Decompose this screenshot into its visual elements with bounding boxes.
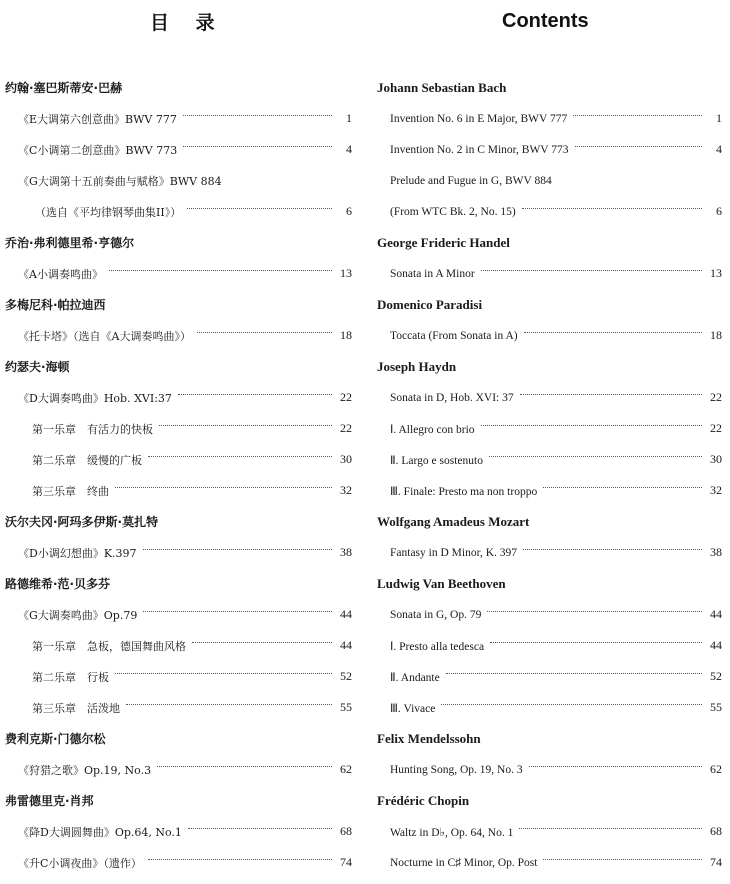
toc-entry[interactable] (0, 816, 352, 847)
page-number: 18 (710, 328, 722, 342)
toc-entry-title: 《升C小调夜曲》（遗作） (18, 856, 142, 870)
page-number: 30 (340, 452, 352, 466)
dot-leader (109, 270, 332, 271)
page-number: 22 (340, 390, 352, 404)
toc-composer-heading (374, 351, 722, 382)
dot-leader (487, 611, 702, 612)
toc-composer-heading (374, 227, 722, 258)
toc-entry-title: 《D大调奏鸣曲》Hob. XVI:37 (18, 391, 172, 405)
page-number: 68 (710, 824, 722, 838)
composer-name: 费利克斯·门德尔松 (5, 732, 106, 746)
page-number: 44 (710, 607, 722, 621)
toc-entry[interactable] (0, 320, 352, 351)
page-number: 74 (710, 855, 722, 869)
toc-entry-title: Invention No. 6 in E Major, BWV 777 (390, 112, 568, 125)
toc-entry-title: 《D小调幻想曲》K.397 (18, 546, 137, 560)
toc-entry[interactable] (0, 630, 352, 661)
composer-name: 乔治·弗利德里希·亨德尔 (5, 236, 135, 250)
toc-entry[interactable] (0, 444, 352, 475)
toc-entry-title: Ⅱ. Andante (390, 671, 440, 684)
toc-entry[interactable] (0, 413, 352, 444)
dot-leader (543, 859, 702, 860)
page-number: 44 (340, 638, 352, 652)
dot-leader (192, 642, 332, 643)
toc-entry[interactable] (0, 196, 352, 227)
toc-entry[interactable] (0, 692, 352, 723)
toc-entry[interactable] (0, 661, 352, 692)
dot-leader (148, 859, 332, 860)
page-number: 18 (340, 328, 352, 342)
toc-entry[interactable] (374, 413, 722, 444)
toc-entry[interactable] (0, 134, 352, 165)
page-number: 22 (710, 390, 722, 404)
page-number: 68 (340, 824, 352, 838)
toc-entry[interactable] (374, 258, 722, 289)
dot-leader (543, 487, 702, 488)
dot-leader (197, 332, 332, 333)
page-number: 22 (710, 421, 722, 435)
toc-entry-title: 《狩猎之歌》Op.19, No.3 (18, 763, 152, 777)
page-title-english: Contents (502, 10, 589, 32)
toc-entry-title: 《托卡塔》（选自《A大调奏鸣曲》） (18, 329, 191, 343)
dot-leader (524, 332, 702, 333)
composer-name: Johann Sebastian Bach (377, 79, 507, 95)
toc-entry-title: （选自《平均律钢琴曲集II》） (35, 205, 182, 219)
toc-entry-title: 第二乐章 缓慢的广板 (32, 453, 142, 467)
composer-name: 弗雷德里克·肖邦 (5, 794, 94, 808)
toc-entry-title: 《G大调第十五前奏曲与赋格》BWV 884 (18, 174, 222, 188)
page-number: 32 (710, 483, 722, 497)
page-number: 52 (710, 669, 722, 683)
toc-entry[interactable] (374, 692, 722, 723)
dot-leader (573, 115, 702, 116)
toc-composer-heading (0, 568, 352, 599)
dot-leader (157, 766, 332, 767)
toc-composer-heading (0, 785, 352, 816)
page-number: 32 (340, 483, 352, 497)
toc-entry[interactable] (374, 475, 722, 506)
composer-name: Joseph Haydn (377, 358, 457, 374)
composer-name: 路德维希·范·贝多芬 (5, 577, 111, 591)
toc-entry-title: 第二乐章 行板 (32, 670, 109, 684)
toc-entry-title: (From WTC Bk. 2, No. 15) (390, 205, 516, 218)
toc-composer-heading (374, 289, 722, 320)
toc-entry[interactable] (374, 630, 722, 661)
dot-leader (126, 704, 332, 705)
toc-entry-title: Sonata in A Minor (390, 267, 475, 280)
toc-entry-title: 第一乐章 有活力的快板 (32, 422, 153, 436)
page-number: 62 (710, 762, 722, 776)
toc-composer-heading (374, 72, 722, 103)
toc-entry-title: Ⅲ. Finale: Presto ma non troppo (390, 485, 538, 498)
composer-name: 沃尔夫冈·阿玛多伊斯·莫扎特 (5, 515, 159, 529)
dot-leader (481, 425, 702, 426)
composer-name: Frédéric Chopin (377, 792, 470, 808)
dot-leader (523, 549, 702, 550)
page-number: 4 (346, 142, 352, 156)
toc-entry-title: 第一乐章 急板，德国舞曲风格 (32, 639, 186, 653)
page-number: 4 (716, 142, 722, 156)
toc-entry[interactable] (374, 537, 722, 568)
dot-leader (187, 208, 332, 209)
toc-entry[interactable] (374, 816, 722, 847)
toc-list-english (374, 72, 722, 878)
toc-entry-title: Nocturne in C♯ Minor, Op. Post (390, 856, 538, 869)
page-number: 62 (340, 762, 352, 776)
composer-name: George Frideric Handel (377, 234, 510, 250)
toc-entry[interactable] (0, 382, 352, 413)
dot-leader (183, 146, 332, 147)
toc-composer-heading (374, 723, 722, 754)
dot-leader (490, 642, 702, 643)
toc-composer-heading (0, 289, 352, 320)
toc-entry[interactable] (0, 537, 352, 568)
page-number: 52 (340, 669, 352, 683)
dot-leader (519, 828, 702, 829)
page-number: 38 (710, 545, 722, 559)
page-number: 44 (340, 607, 352, 621)
dot-leader (575, 146, 702, 147)
toc-entry[interactable] (374, 320, 722, 351)
page-number: 74 (340, 855, 352, 869)
toc-composer-heading (0, 351, 352, 382)
toc-entry-title: Toccata (From Sonata in A) (390, 329, 518, 342)
page-number: 55 (710, 700, 722, 714)
dot-leader (159, 425, 332, 426)
toc-entry-title: Ⅱ. Largo e sostenuto (390, 454, 483, 467)
toc-entry-title: 《C小调第二创意曲》BWV 773 (18, 143, 178, 157)
dot-leader (148, 456, 332, 457)
toc-entry[interactable] (374, 134, 722, 165)
toc-entry[interactable] (374, 103, 722, 134)
composer-name: 多梅尼科·帕拉迪西 (5, 298, 106, 312)
toc-entry[interactable] (0, 165, 352, 196)
composer-name: Felix Mendelssohn (377, 730, 481, 746)
toc-entry-title: Fantasy in D Minor, K. 397 (390, 546, 517, 559)
toc-entry-title: 《A小调奏鸣曲》 (18, 267, 103, 281)
dot-leader (188, 828, 332, 829)
toc-entry[interactable] (374, 382, 722, 413)
toc-entry-title: 第三乐章 终曲 (32, 484, 109, 498)
dot-leader (489, 456, 702, 457)
page-number: 22 (340, 421, 352, 435)
toc-entry[interactable] (0, 475, 352, 506)
toc-entry-title: Ⅰ. Allegro con brio (390, 423, 475, 436)
toc-entry[interactable] (374, 196, 722, 227)
composer-name: 约瑟夫·海顿 (5, 360, 70, 374)
page-number: 1 (716, 111, 722, 125)
toc-entry[interactable] (374, 661, 722, 692)
toc-entry-title: Sonata in G, Op. 79 (390, 608, 482, 621)
dot-leader (183, 115, 332, 116)
toc-entry[interactable] (0, 103, 352, 134)
toc-composer-heading (0, 72, 352, 103)
toc-entry-title: 《E大调第六创意曲》BWV 777 (18, 112, 177, 126)
page-number: 13 (710, 266, 722, 280)
toc-entry-title: Prelude and Fugue in G, BWV 884 (390, 174, 552, 187)
toc-entry-title: Hunting Song, Op. 19, No. 3 (390, 763, 523, 776)
toc-entry-title: Ⅰ. Presto alla tedesca (390, 640, 485, 653)
toc-composer-heading (0, 227, 352, 258)
toc-entry[interactable] (374, 165, 722, 196)
toc-composer-heading (0, 506, 352, 537)
toc-composer-heading (0, 723, 352, 754)
dot-leader (529, 766, 702, 767)
page-number: 1 (346, 111, 352, 125)
toc-entry[interactable] (374, 599, 722, 630)
dot-leader (522, 208, 702, 209)
toc-entry-title: 《G大调奏鸣曲》Op.79 (18, 608, 138, 622)
toc-entry[interactable] (0, 754, 352, 785)
toc-entry[interactable] (374, 847, 722, 878)
dot-leader (178, 394, 332, 395)
toc-composer-heading (374, 568, 722, 599)
toc-entry[interactable] (0, 599, 352, 630)
page-number: 6 (346, 204, 352, 218)
page-number: 13 (340, 266, 352, 280)
dot-leader (143, 611, 332, 612)
composer-name: Wolfgang Amadeus Mozart (377, 513, 530, 529)
page-number: 30 (710, 452, 722, 466)
dot-leader (115, 487, 332, 488)
page-number: 6 (716, 204, 722, 218)
toc-composer-heading (374, 506, 722, 537)
page-number: 38 (340, 545, 352, 559)
toc-entry[interactable] (0, 258, 352, 289)
toc-list-chinese (0, 72, 352, 878)
dot-leader (446, 673, 702, 674)
toc-entry[interactable] (374, 754, 722, 785)
toc-composer-heading (374, 785, 722, 816)
dot-leader (441, 704, 702, 705)
toc-entry-title: Waltz in D♭, Op. 64, No. 1 (390, 826, 514, 839)
dot-leader (143, 549, 332, 550)
composer-name: Domenico Paradisi (377, 296, 483, 312)
page-title-chinese: 目 录 (150, 12, 225, 34)
dot-leader (481, 270, 702, 271)
composer-name: Ludwig Van Beethoven (377, 575, 506, 591)
toc-entry-title: 第三乐章 活泼地 (32, 701, 120, 715)
toc-entry[interactable] (0, 847, 352, 878)
dot-leader (520, 394, 702, 395)
composer-name: 约翰·塞巴斯蒂安·巴赫 (5, 81, 123, 95)
toc-entry-title: Ⅲ. Vivace (390, 702, 436, 715)
dot-leader (115, 673, 332, 674)
toc-entry-title: Invention No. 2 in C Minor, BWV 773 (390, 143, 569, 156)
toc-entry[interactable] (374, 444, 722, 475)
toc-entry-title: Sonata in D, Hob. XVI: 37 (390, 391, 514, 404)
toc-entry-title: 《降D大调圆舞曲》Op.64, No.1 (18, 825, 182, 839)
page-number: 44 (710, 638, 722, 652)
page-number: 55 (340, 700, 352, 714)
